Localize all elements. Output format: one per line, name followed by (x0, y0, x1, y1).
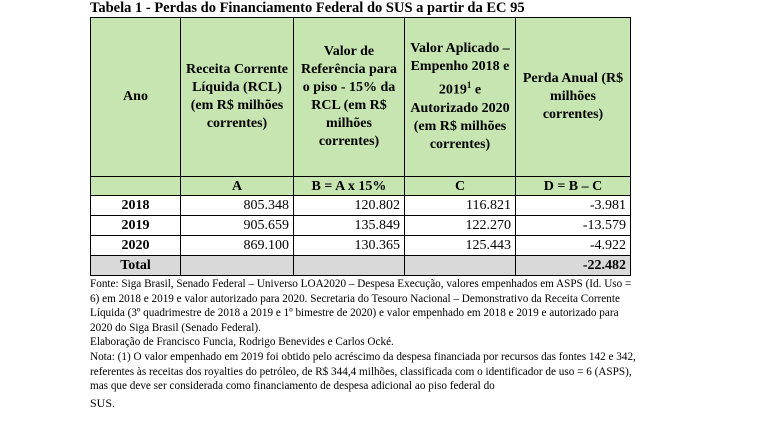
cell-ano: 2020 (91, 236, 181, 256)
total-perda: -22.482 (516, 256, 631, 276)
footnote-marker: 1 (466, 80, 472, 91)
formula-row (91, 177, 631, 196)
source-note: Fonte: Siga Brasil, Senado Federal – Universo LOA2020 – Despesa Execução, valores empenhados em ASPS (Id. Uso = 6) em 2018 e 2019 e valor autorizado para 2020. Secretaria do Tesouro Nacional – Demonstrativo da Receita Corrente Líquida (3º quadrimestre de 2018 a 2019 e 1º bimestre de 2020) e valor empenhado em 2018 e 2019 e autorizado para 2020 do Siga Brasil (Senado Federal). (90, 278, 632, 334)
table-row (91, 196, 631, 216)
cell-ano: 2018 (91, 196, 181, 216)
table-title: Tabela 1 - Perdas do Financiamento Federal do SUS a partir da EC 95 (90, 0, 525, 16)
cell-referencia: 130.365 (294, 236, 405, 256)
credits-note: Elaboração de Francisco Funcia, Rodrigo Benevides e Carlos Ocké. (90, 336, 394, 349)
cell-ano: 2019 (91, 216, 181, 236)
footnote: Nota: (1) O valor empenhado em 2019 foi obtido pelo acréscimo da despesa financiada por recursos das fontes 142 e 342, referentes às receitas dos royalties do petróleo, de R$ 344,4 milhões, classificada com o identificador de uso = 6 (ASPS), mas que deve ser considerada como financiamento de despesa adicional ao piso federal do (90, 350, 636, 393)
header-referencia: Valor de Referência para o piso - 15% da RCL (em R$ milhões correntes) (294, 18, 405, 177)
cell-referencia: 135.849 (294, 216, 405, 236)
table-row (91, 216, 631, 236)
cell-rcl: 869.100 (181, 236, 294, 256)
total-row (91, 256, 631, 276)
footnote-tail: SUS. (90, 395, 116, 410)
cell-aplicado: 122.270 (405, 216, 516, 236)
formula-c: C (405, 177, 516, 196)
header-row (91, 18, 631, 177)
cell-rcl: 805.348 (181, 196, 294, 216)
cell-rcl: 905.659 (181, 216, 294, 236)
cell-perda: -4.922 (516, 236, 631, 256)
cell-perda: -3.981 (516, 196, 631, 216)
total-label: Total (91, 256, 181, 276)
total-empty-rcl (181, 256, 294, 276)
table-notes (90, 277, 636, 410)
formula-d: D = B – C (516, 177, 631, 196)
header-aplicado-text: Valor Aplicado – Empenho 2018 e 2019 (410, 41, 510, 98)
formula-b: B = A x 15% (294, 177, 405, 196)
formula-a: A (181, 177, 294, 196)
cell-aplicado: 116.821 (405, 196, 516, 216)
cell-aplicado: 125.443 (405, 236, 516, 256)
header-aplicado (405, 18, 516, 177)
losses-table (90, 17, 631, 276)
header-rcl: Receita Corrente Líquida (RCL) (em R$ milhões correntes) (181, 18, 294, 177)
cell-referencia: 120.802 (294, 196, 405, 216)
header-ano: Ano (91, 18, 181, 177)
total-empty-aplicado (405, 256, 516, 276)
header-aplicado-rest: e Autorizado 2020 (em R$ milhões correntes) (410, 82, 510, 152)
cell-perda: -13.579 (516, 216, 631, 236)
formula-blank (91, 177, 181, 196)
table-row (91, 236, 631, 256)
total-empty-referencia (294, 256, 405, 276)
header-perda: Perda Anual (R$ milhões correntes) (516, 18, 631, 177)
